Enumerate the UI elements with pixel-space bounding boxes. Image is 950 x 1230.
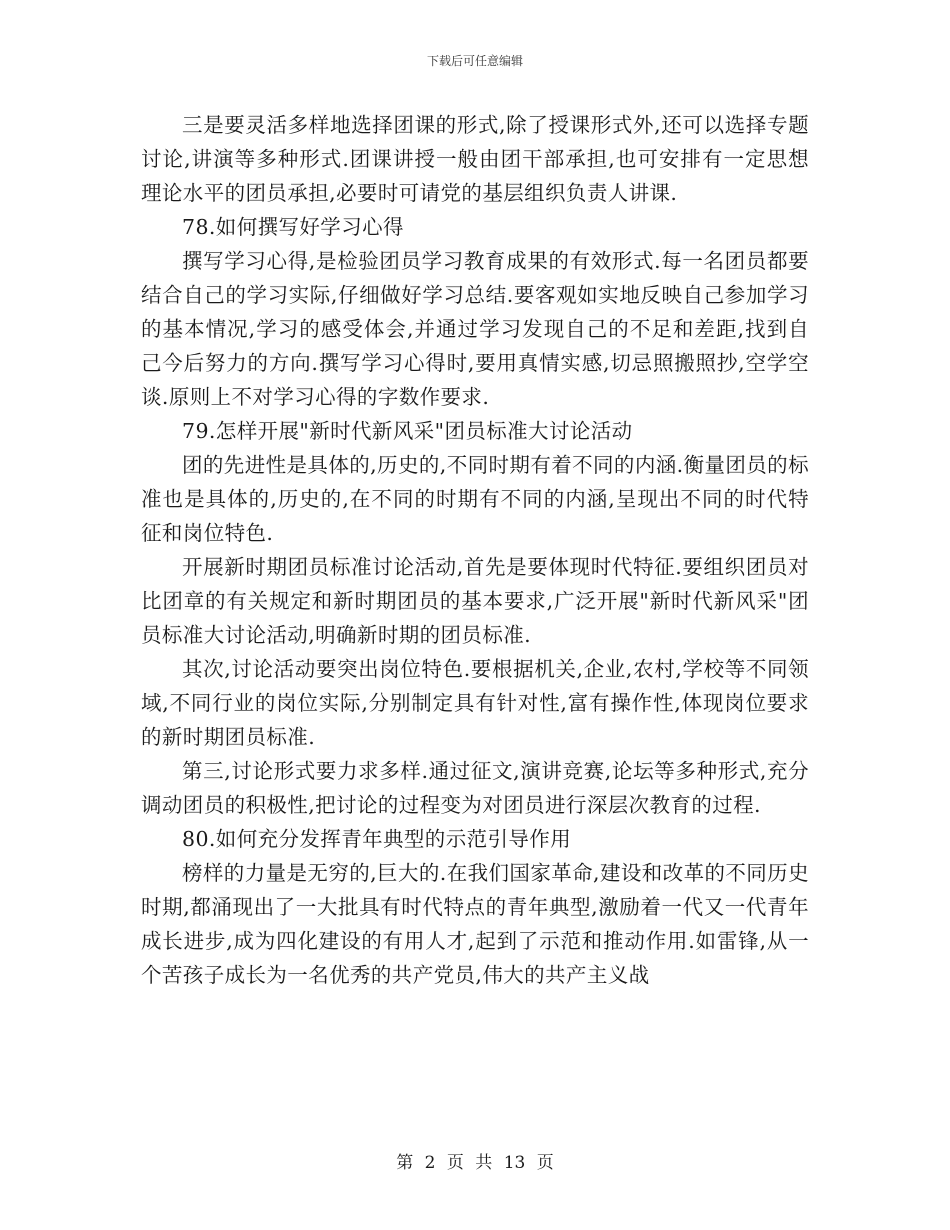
document-body xyxy=(141,108,809,992)
page-header: 下载后可任意编辑 xyxy=(426,54,523,68)
paragraph: 团的先进性是具体的,历史的,不同时期有着不同的内涵.衡量团员的标准也是具体的,历史的,在不同的时期有不同的内涵,呈现出不同的时代特征和岗位特色. xyxy=(141,453,809,545)
paragraph: 第三,讨论形式要力求多样.通过征文,演讲竞赛,论坛等多种形式,充分调动团员的积极性,把讨论的过程变为对团员进行深层次教育的过程. xyxy=(141,759,809,817)
page-number-footer: 第 2 页 共 13 页 xyxy=(396,1153,554,1173)
paragraph: 开展新时期团员标准讨论活动,首先是要体现时代特征.要组织团员对比团章的有关规定和新时期团员的基本要求,广泛开展"新时代新风采"团员标准大讨论活动,明确新时期的团员标准. xyxy=(141,555,809,647)
section-heading: 78.如何撰写好学习心得 xyxy=(182,215,404,239)
paragraph: 其次,讨论活动要突出岗位特色.要根据机关,企业,农村,学校等不同领域,不同行业的岗位实际,分别制定具有针对性,富有操作性,体现岗位要求的新时期团员标准. xyxy=(141,657,809,749)
section-heading: 79.怎样开展"新时代新风采"团员标准大讨论活动 xyxy=(182,419,633,443)
paragraph: 榜样的力量是无穷的,巨大的.在我们国家革命,建设和改革的不同历史时期,都涌现出了一大批具有时代特点的青年典型,激励着一代又一代青年成长进步,成为四化建设的有用人才,起到了示范和推动作用.如雷锋,从一个苦孩子成长为一名优秀的共产党员,伟大的共产主义战 xyxy=(141,861,809,987)
section-heading: 80.如何充分发挥青年典型的示范引导作用 xyxy=(182,827,572,851)
paragraph: 撰写学习心得,是检验团员学习教育成果的有效形式.每一名团员都要结合自己的学习实际,仔细做好学习总结.要客观如实地反映自己参加学习的基本情况,学习的感受体会,并通过学习发现自己的不足和差距,找到自己今后努力的方向.撰写学习心得时,要用真情实感,切忌照搬照抄,空学空谈.原则上不对学习心得的字数作要求. xyxy=(141,249,809,409)
paragraph: 三是要灵活多样地选择团课的形式,除了授课形式外,还可以选择专题讨论,讲演等多种形式.团课讲授一般由团干部承担,也可安排有一定思想理论水平的团员承担,必要时可请党的基层组织负责人讲课. xyxy=(141,113,809,205)
